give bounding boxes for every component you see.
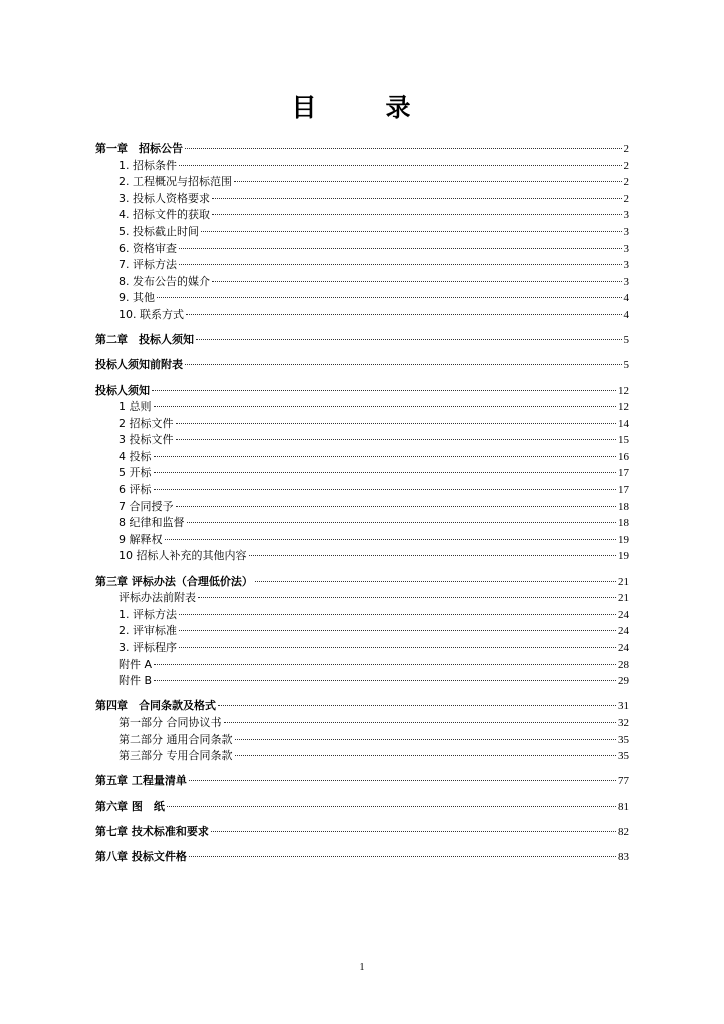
toc-entry-label: 10 招标人补充的其他内容 (119, 549, 247, 563)
toc-entry-label: 5. 投标截止时间 (119, 224, 199, 238)
toc-entry-page: 24 (618, 625, 629, 638)
toc-entry-label: 第一章 招标公告 (95, 142, 183, 155)
toc-entry-label: 第三部分 专用合同条款 (119, 749, 233, 763)
toc-chapter-entry[interactable] (95, 332, 629, 349)
toc-entry-page: 12 (618, 384, 629, 397)
toc-subentry[interactable] (95, 290, 629, 307)
toc-entry-page: 28 (618, 658, 629, 671)
toc-chapter-entry[interactable] (95, 799, 629, 816)
toc-subentry[interactable] (95, 532, 629, 549)
dot-leader (176, 506, 617, 507)
toc-entry-page: 3 (623, 275, 629, 288)
toc-chapter-entry[interactable] (95, 141, 629, 158)
toc-entry-page: 17 (618, 484, 629, 497)
dot-leader (165, 539, 617, 540)
dot-leader (224, 722, 617, 723)
dot-leader (187, 522, 617, 523)
dot-leader (157, 297, 622, 298)
toc-entry-label: 1. 招标条件 (119, 158, 177, 172)
table-of-contents (95, 141, 629, 866)
dot-leader (152, 390, 616, 391)
toc-entry-label: 第七章 技术标准和要求 (95, 824, 209, 838)
toc-subentry[interactable] (95, 207, 629, 224)
dot-leader (234, 181, 622, 182)
toc-entry-page: 14 (618, 417, 629, 430)
toc-entry-label: 第五章 工程量清单 (95, 774, 187, 788)
page-title: 目 录 (291, 93, 433, 122)
toc-subentry[interactable] (95, 673, 629, 690)
toc-subentry[interactable] (95, 515, 629, 532)
toc-subentry[interactable] (95, 657, 629, 674)
dot-leader (179, 647, 616, 648)
dot-leader (176, 439, 617, 440)
toc-entry-page: 18 (618, 500, 629, 513)
toc-entry-page: 19 (618, 550, 629, 563)
toc-entry-page: 4 (623, 292, 629, 305)
toc-entry-page: 3 (623, 225, 629, 238)
toc-subentry[interactable] (95, 748, 629, 765)
toc-entry-label: 投标人须知 (95, 383, 150, 397)
toc-entry-page: 29 (618, 675, 629, 688)
toc-entry-label: 第二章 投标人须知 (95, 333, 194, 347)
toc-subentry[interactable] (95, 449, 629, 466)
toc-entry-label: 第二部分 通用合同条款 (119, 732, 233, 746)
dot-leader (176, 423, 617, 424)
toc-entry-label: 第八章 投标文件格 (95, 849, 187, 863)
dot-leader (154, 472, 617, 473)
toc-subentry[interactable] (95, 732, 629, 749)
toc-entry-page: 2 (623, 176, 629, 189)
toc-entry-page: 15 (618, 434, 629, 447)
toc-subentry[interactable] (95, 224, 629, 241)
dot-leader (212, 198, 622, 199)
toc-entry-page: 2 (623, 192, 629, 205)
toc-entry-label: 8. 发布公告的媒介 (119, 274, 210, 288)
toc-entry-label: 2 招标文件 (119, 416, 174, 430)
dot-leader (167, 806, 616, 807)
toc-subentry[interactable] (95, 241, 629, 258)
toc-entry-page: 35 (618, 733, 629, 746)
toc-chapter-entry[interactable] (95, 357, 629, 374)
toc-subentry[interactable] (95, 416, 629, 433)
toc-chapter-entry[interactable] (95, 574, 629, 591)
page-number: 1 (359, 962, 365, 973)
toc-entry-label: 第六章 图 纸 (95, 799, 165, 813)
toc-entry-label: 3. 投标人资格要求 (119, 191, 210, 205)
dot-leader (154, 489, 617, 490)
dot-leader (179, 248, 622, 249)
toc-entry-page: 82 (618, 825, 629, 838)
dot-leader (179, 630, 616, 631)
toc-subentry[interactable] (95, 607, 629, 624)
dot-leader (249, 555, 617, 556)
toc-entry-label: 5 开标 (119, 466, 152, 480)
dot-leader (218, 705, 616, 706)
toc-entry-page: 32 (618, 716, 629, 729)
toc-entry-page: 16 (618, 450, 629, 463)
dot-leader (179, 264, 622, 265)
toc-entry-page: 21 (618, 592, 629, 605)
toc-entry-label: 10. 联系方式 (119, 307, 184, 321)
toc-subentry[interactable] (95, 715, 629, 732)
toc-entry-page: 35 (618, 750, 629, 763)
toc-entry-page: 4 (623, 308, 629, 321)
toc-subentry[interactable] (95, 399, 629, 416)
toc-entry-label: 附件 B (119, 674, 153, 688)
dot-leader (185, 148, 622, 149)
toc-entry-page: 31 (618, 700, 629, 713)
toc-entry-label: 3 投标文件 (119, 433, 174, 447)
toc-entry-page: 2 (623, 143, 629, 155)
toc-entry-page: 24 (618, 608, 629, 621)
toc-subentry[interactable] (95, 465, 629, 482)
toc-entry-label: 评标办法前附表 (119, 591, 196, 605)
toc-entry-page: 19 (618, 533, 629, 546)
toc-chapter-entry[interactable] (95, 773, 629, 790)
toc-entry-label: 2. 评审标准 (119, 624, 177, 638)
toc-subentry[interactable] (95, 590, 629, 607)
toc-entry-label: 1. 评标方法 (119, 607, 177, 621)
toc-chapter-entry[interactable] (95, 824, 629, 841)
toc-entry-label: 8 纪律和监督 (119, 516, 185, 530)
toc-entry-label: 第四章 合同条款及格式 (95, 699, 216, 713)
toc-entry-page: 21 (618, 575, 629, 588)
dot-leader (212, 281, 622, 282)
toc-entry-page: 77 (618, 775, 629, 788)
toc-entry-label: 第三章 评标办法（合理低价法） (95, 574, 253, 588)
toc-entry-page: 2 (623, 159, 629, 172)
dot-leader (201, 231, 622, 232)
dot-leader (154, 406, 617, 407)
toc-entry-page: 3 (623, 209, 629, 222)
toc-entry-label: 6. 资格审查 (119, 241, 177, 255)
toc-entry-page: 3 (623, 242, 629, 255)
dot-leader (154, 664, 616, 665)
dot-leader (185, 364, 622, 365)
toc-entry-label: 4 投标 (119, 449, 152, 463)
dot-leader (196, 339, 622, 340)
toc-entry-label: 附件 A (119, 657, 153, 671)
dot-leader (179, 165, 622, 166)
toc-entry-label: 4. 招标文件的获取 (119, 208, 210, 222)
dot-leader (154, 680, 616, 681)
dot-leader (186, 314, 622, 315)
toc-entry-label: 2. 工程概况与招标范围 (119, 175, 232, 189)
toc-entry-label: 3. 评标程序 (119, 641, 177, 654)
dot-leader (189, 856, 616, 857)
toc-subentry[interactable] (95, 640, 629, 657)
toc-entry-label: 9 解释权 (119, 532, 163, 546)
toc-entry-page: 3 (623, 259, 629, 272)
toc-subentry[interactable] (95, 499, 629, 516)
dot-leader (198, 597, 616, 598)
toc-entry-page: 17 (618, 467, 629, 480)
toc-chapter-entry[interactable] (95, 698, 629, 715)
toc-entry-page: 83 (618, 850, 629, 863)
dot-leader (179, 614, 616, 615)
toc-entry-label: 第一部分 合同协议书 (119, 715, 222, 729)
toc-chapter-entry[interactable] (95, 849, 629, 866)
toc-entry-page: 24 (618, 642, 629, 654)
dot-leader (211, 831, 616, 832)
toc-chapter-entry[interactable] (95, 383, 629, 400)
toc-entry-page: 81 (618, 800, 629, 813)
dot-leader (255, 581, 616, 582)
dot-leader (235, 755, 617, 756)
toc-entry-page: 5 (623, 359, 629, 372)
toc-subentry[interactable] (95, 174, 629, 191)
toc-entry-label: 7. 评标方法 (119, 258, 177, 272)
toc-entry-page: 5 (623, 334, 629, 347)
toc-subentry[interactable] (95, 432, 629, 449)
toc-entry-label: 投标人须知前附表 (95, 358, 183, 372)
toc-subentry[interactable] (95, 274, 629, 291)
toc-entry-label: 6 评标 (119, 483, 152, 497)
toc-entry-label: 1 总则 (119, 400, 152, 414)
toc-subentry[interactable] (95, 158, 629, 175)
toc-entry-page: 12 (618, 401, 629, 414)
toc-subentry[interactable] (95, 307, 629, 324)
dot-leader (212, 214, 622, 215)
dot-leader (235, 739, 617, 740)
toc-subentry[interactable] (95, 623, 629, 640)
toc-subentry[interactable] (95, 257, 629, 274)
toc-entry-label: 7 合同授予 (119, 499, 174, 513)
toc-entry-label: 9. 其他 (119, 291, 155, 305)
toc-subentry[interactable] (95, 191, 629, 208)
dot-leader (154, 456, 617, 457)
toc-entry-page: 18 (618, 517, 629, 530)
toc-subentry[interactable] (95, 548, 629, 565)
dot-leader (189, 780, 616, 781)
toc-subentry[interactable] (95, 482, 629, 499)
